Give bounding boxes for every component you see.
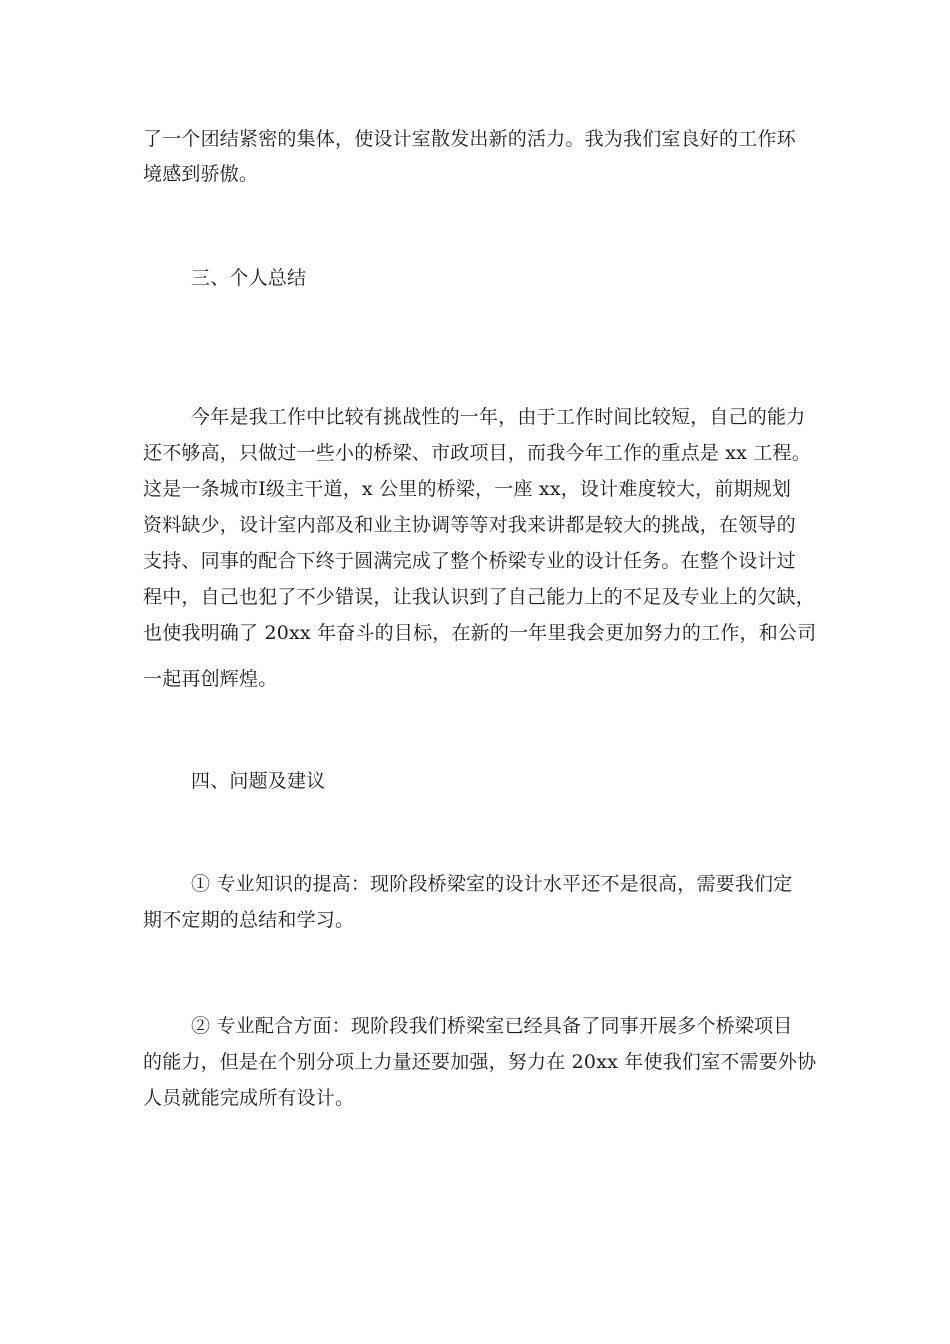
- list-item-line: 期不定期的总结和学习。: [143, 909, 355, 931]
- list-item-line: 的能力，但是在个别分项上力量还要加强，努力在 20xx 年使我们室不需要外协: [143, 1051, 817, 1073]
- section-heading-issues-suggestions: 四、问题及建议: [191, 770, 326, 792]
- paragraph-line: 也使我明确了 20xx 年奋斗的目标，在新的一年里我会更加努力的工作，和公司: [143, 622, 817, 644]
- paragraph-line: 境感到骄傲。: [143, 163, 259, 185]
- paragraph-line: 还不够高，只做过一些小的桥梁、市政项目，而我今年工作的重点是 xx 工程。: [143, 442, 811, 464]
- paragraph-line: 资料缺少，设计室内部及和业主协调等等对我来讲都是较大的挑战，在领导的: [143, 514, 796, 536]
- section-heading-personal-summary: 三、个人总结: [191, 267, 307, 289]
- list-item-line: ② 专业配合方面：现阶段我们桥梁室已经具备了同事开展多个桥梁项目: [191, 1015, 793, 1037]
- paragraph-line: 了一个团结紧密的集体，使设计室散发出新的活力。我为我们室良好的工作环: [143, 128, 796, 150]
- list-item-line: 人员就能完成所有设计。: [143, 1087, 355, 1109]
- paragraph-line: 这是一条城市Ⅰ级主干道，x 公里的桥梁，一座 xx，设计难度较大，前期规划: [143, 478, 792, 500]
- paragraph-line: 支持、同事的配合下终于圆满完成了整个桥梁专业的设计任务。在整个设计过: [143, 550, 796, 572]
- paragraph-line: 今年是我工作中比较有挑战性的一年，由于工作时间比较短，自己的能力: [191, 406, 806, 428]
- list-item-line: ① 专业知识的提高：现阶段桥梁室的设计水平还不是很高，需要我们定: [191, 873, 793, 895]
- paragraph-line: 程中，自己也犯了不少错误，让我认识到了自己能力上的不足及专业上的欠缺，: [143, 586, 816, 608]
- paragraph-line: 一起再创辉煌。: [143, 668, 278, 690]
